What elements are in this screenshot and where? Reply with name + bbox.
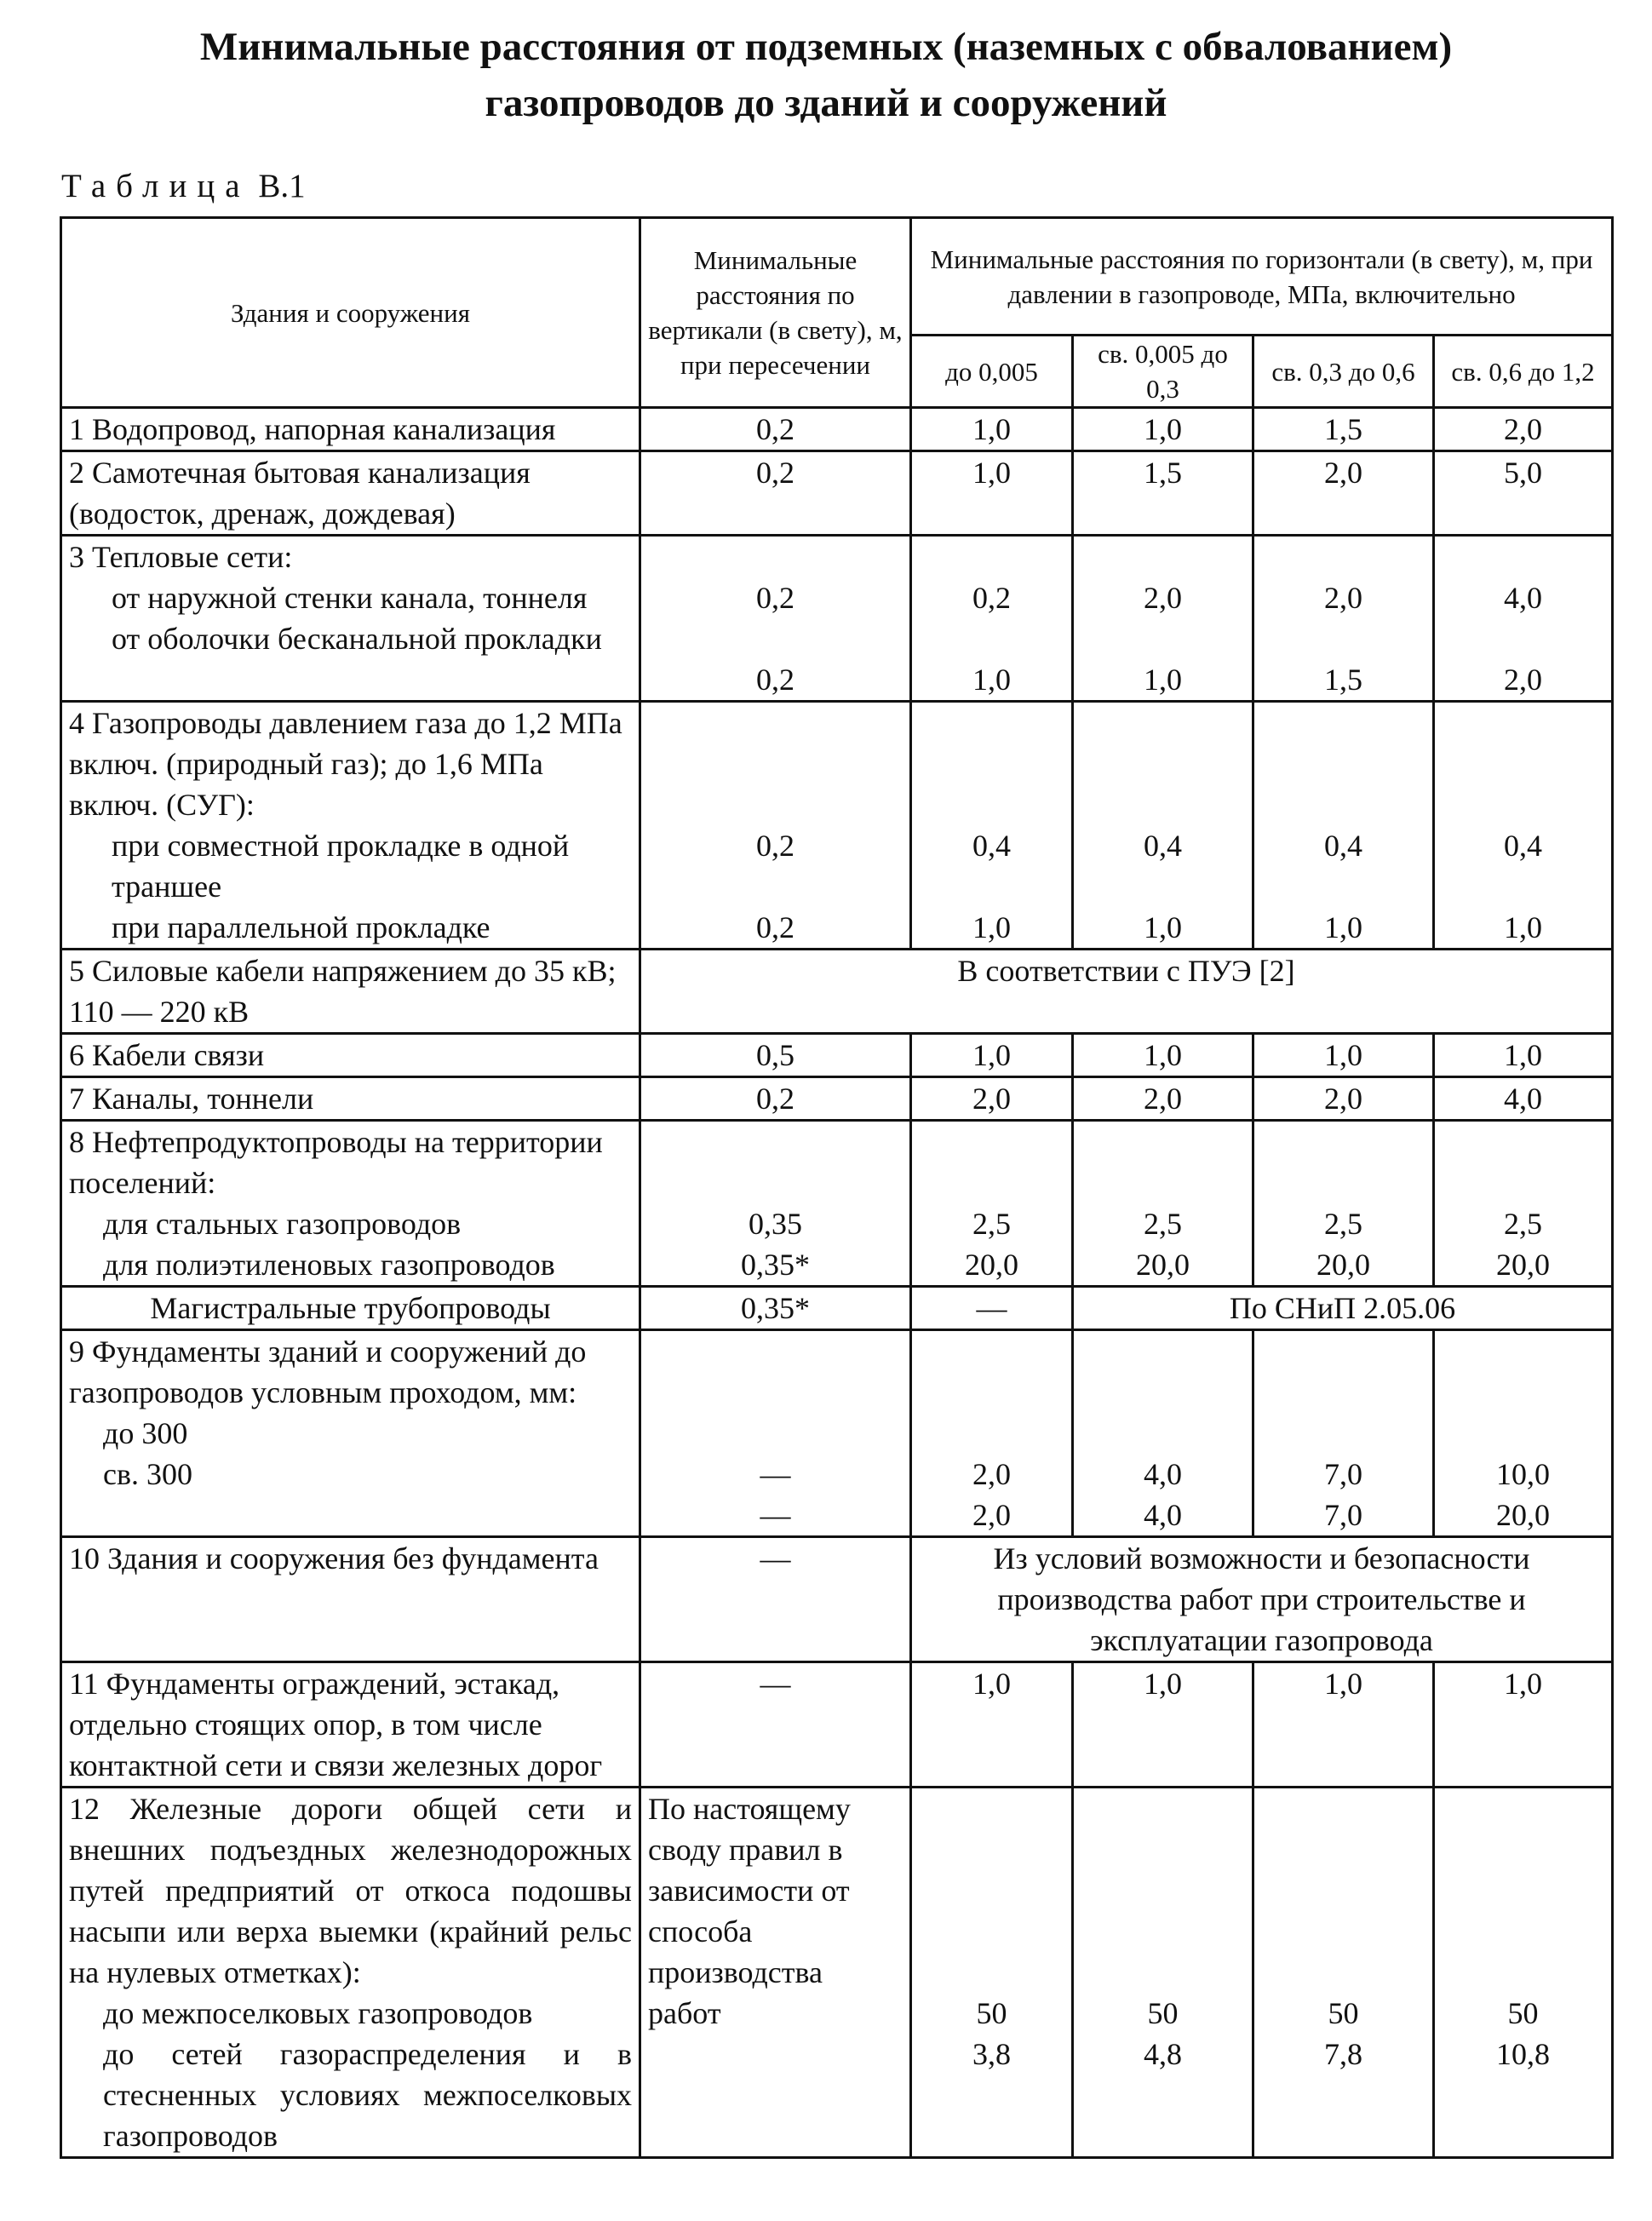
header-pressure-4: св. 0,6 до 1,2 — [1434, 336, 1613, 408]
cell-h1: 1,0 — [911, 1034, 1073, 1077]
cell-h2: 2,0 1,0 — [1073, 536, 1253, 702]
cell-h4: 1,0 — [1434, 1662, 1613, 1788]
cell-h4: 0,4 1,0 — [1434, 702, 1613, 950]
cell-h3: 2,0 — [1253, 1077, 1434, 1121]
title-line-1: Минимальные расстояния от подземных (наземных с обвалованием) — [199, 25, 1453, 69]
cell-spanning-note: Из условий возможности и безопасности производства работ при строительстве и эксплуатации газопровода — [911, 1537, 1613, 1662]
table-row — [61, 1330, 1613, 1537]
distances-table — [60, 216, 1614, 2159]
table-row — [61, 702, 1613, 950]
title-line-2: газопроводов до зданий и сооружений — [485, 81, 1167, 125]
sub-item-2: при параллельной прокладке — [112, 910, 490, 944]
cell-h4: 1,0 — [1434, 1034, 1613, 1077]
cell-h1: 50 3,8 — [911, 1788, 1073, 2158]
cell-h3: 1,5 — [1253, 408, 1434, 451]
sub-item-2: от оболочки бесканальной прокладки — [112, 622, 602, 656]
cell-spanning-note: В соответствии с ПУЭ [2] — [640, 950, 1613, 1034]
cell-h1: 1,0 — [911, 408, 1073, 451]
cell-h4: 50 10,8 — [1434, 1788, 1613, 2158]
cell-h4: 4,0 2,0 — [1434, 536, 1613, 702]
cell-h3: 2,0 1,5 — [1253, 536, 1434, 702]
table-row — [61, 1287, 1613, 1330]
table-caption-word: Таблица — [61, 168, 250, 204]
cell-vertical: 0,2 — [640, 1077, 911, 1121]
table-row — [61, 536, 1613, 702]
sub-item-1: до 300 — [103, 1416, 188, 1450]
cell-h1: 0,4 1,0 — [911, 702, 1073, 950]
cell-vertical: — — — [640, 1330, 911, 1537]
cell-h4: 10,0 20,0 — [1434, 1330, 1613, 1537]
table-row — [61, 1077, 1613, 1121]
table-row — [61, 950, 1613, 1034]
row-heading: 12 Железные дороги общей сети и внешних подъездных железнодорожных путей предприятий от откоса подошвы насыпи или верха выемки (крайний рельс на нулевых отметках): — [69, 1792, 632, 1989]
row-name: 5 Силовые кабели напряжением до 35 кВ; 110 — 220 кВ — [61, 950, 640, 1034]
sub-item-2: до сетей газораспределения и в стесненных условиях межпоселковых газопроводов — [103, 2037, 632, 2153]
cell-vertical: 0,2 0,2 — [640, 702, 911, 950]
cell-h2: 4,0 4,0 — [1073, 1330, 1253, 1537]
cell-h3: 50 7,8 — [1253, 1788, 1434, 2158]
cell-h4: 2,5 20,0 — [1434, 1121, 1613, 1287]
header-vertical: Минимальные расстояния по вертикали (в свету), м, при пересечении — [640, 218, 911, 408]
sub-item-2: для полиэтиленовых газопроводов — [103, 1248, 555, 1282]
row-name — [61, 1330, 640, 1537]
cell-spanning-note: По СНиП 2.05.06 — [1073, 1287, 1613, 1330]
document-title — [0, 19, 1652, 131]
cell-h2: 1,0 — [1073, 1034, 1253, 1077]
row-heading: 9 Фундаменты зданий и сооружений до газопроводов условным проходом, мм: — [69, 1334, 587, 1409]
cell-h4: 4,0 — [1434, 1077, 1613, 1121]
cell-h2: 50 4,8 — [1073, 1788, 1253, 2158]
header-pressure-3: св. 0,3 до 0,6 — [1253, 336, 1434, 408]
table-row — [61, 1537, 1613, 1662]
cell-h1: 2,5 20,0 — [911, 1121, 1073, 1287]
cell-vertical: 0,5 — [640, 1034, 911, 1077]
cell-h3: 1,0 — [1253, 1662, 1434, 1788]
cell-vertical: По настоящему своду правил в зависимости от способа производства работ — [640, 1788, 911, 2158]
cell-h4: 5,0 — [1434, 451, 1613, 536]
row-name: 11 Фундаменты ограждений, эстакад, отдельно стоящих опор, в том числе контактной сети и связи железных дорог — [61, 1662, 640, 1788]
row-name — [61, 702, 640, 950]
sub-item-1: до межпоселковых газопроводов — [103, 1996, 533, 2030]
cell-vertical: 0,2 0,2 — [640, 536, 911, 702]
header-row-1 — [61, 218, 1613, 336]
row-name: 2 Самотечная бытовая канализация (водосток, дренаж, дождевая) — [61, 451, 640, 536]
cell-h2: 0,4 1,0 — [1073, 702, 1253, 950]
header-horizontal: Минимальные расстояния по горизонтали (в свету), м, при давлении в газопроводе, МПа, включительно — [911, 218, 1613, 336]
row-name: 7 Каналы, тоннели — [61, 1077, 640, 1121]
cell-h1: 0,2 1,0 — [911, 536, 1073, 702]
cell-vertical: — — [640, 1662, 911, 1788]
cell-vertical: 0,2 — [640, 408, 911, 451]
cell-vertical: 0,2 — [640, 451, 911, 536]
cell-h3: 1,0 — [1253, 1034, 1434, 1077]
row-name — [61, 1121, 640, 1287]
cell-vertical: 0,35* — [640, 1287, 911, 1330]
header-pressure-1: до 0,005 — [911, 336, 1073, 408]
cell-h1: 1,0 — [911, 1662, 1073, 1788]
row-heading: 4 Газопроводы давлением газа до 1,2 МПа включ. (природный газ); до 1,6 МПа включ. (СУГ): — [69, 706, 622, 822]
cell-h1: — — [911, 1287, 1073, 1330]
cell-h3: 7,0 7,0 — [1253, 1330, 1434, 1537]
row-name — [61, 1788, 640, 2158]
cell-h2: 2,5 20,0 — [1073, 1121, 1253, 1287]
sub-item-1: для стальных газопроводов — [103, 1207, 462, 1241]
cell-vertical: — — [640, 1537, 911, 1662]
table-row — [61, 1034, 1613, 1077]
sub-item-1: при совместной прокладке в одной траншее — [112, 829, 570, 904]
row-name: Магистральные трубопроводы — [61, 1287, 640, 1330]
table-row — [61, 451, 1613, 536]
cell-h1: 2,0 2,0 — [911, 1330, 1073, 1537]
cell-vertical: 0,35 0,35* — [640, 1121, 911, 1287]
cell-h2: 2,0 — [1073, 1077, 1253, 1121]
cell-h3: 0,4 1,0 — [1253, 702, 1434, 950]
sub-item-1: от наружной стенки канала, тоннеля — [112, 581, 588, 615]
sub-item-2: св. 300 — [103, 1457, 192, 1491]
header-pressure-2: св. 0,005 до 0,3 — [1073, 336, 1253, 408]
table-caption — [61, 167, 306, 205]
table-row — [61, 408, 1613, 451]
row-name: 1 Водопровод, напорная канализация — [61, 408, 640, 451]
row-name: 10 Здания и сооружения без фундамента — [61, 1537, 640, 1662]
cell-h1: 1,0 — [911, 451, 1073, 536]
table-row — [61, 1662, 1613, 1788]
cell-h3: 2,0 — [1253, 451, 1434, 536]
table-caption-number: В.1 — [258, 168, 306, 204]
header-buildings: Здания и сооружения — [61, 218, 640, 408]
cell-h1: 2,0 — [911, 1077, 1073, 1121]
row-heading: 3 Тепловые сети: — [69, 540, 293, 574]
cell-h3: 2,5 20,0 — [1253, 1121, 1434, 1287]
table-row — [61, 1121, 1613, 1287]
cell-h2: 1,5 — [1073, 451, 1253, 536]
table-row — [61, 1788, 1613, 2158]
row-heading: 8 Нефтепродуктопроводы на территории поселений: — [69, 1125, 603, 1200]
cell-h2: 1,0 — [1073, 408, 1253, 451]
row-name — [61, 536, 640, 702]
row-name: 6 Кабели связи — [61, 1034, 640, 1077]
cell-h2: 1,0 — [1073, 1662, 1253, 1788]
cell-h4: 2,0 — [1434, 408, 1613, 451]
